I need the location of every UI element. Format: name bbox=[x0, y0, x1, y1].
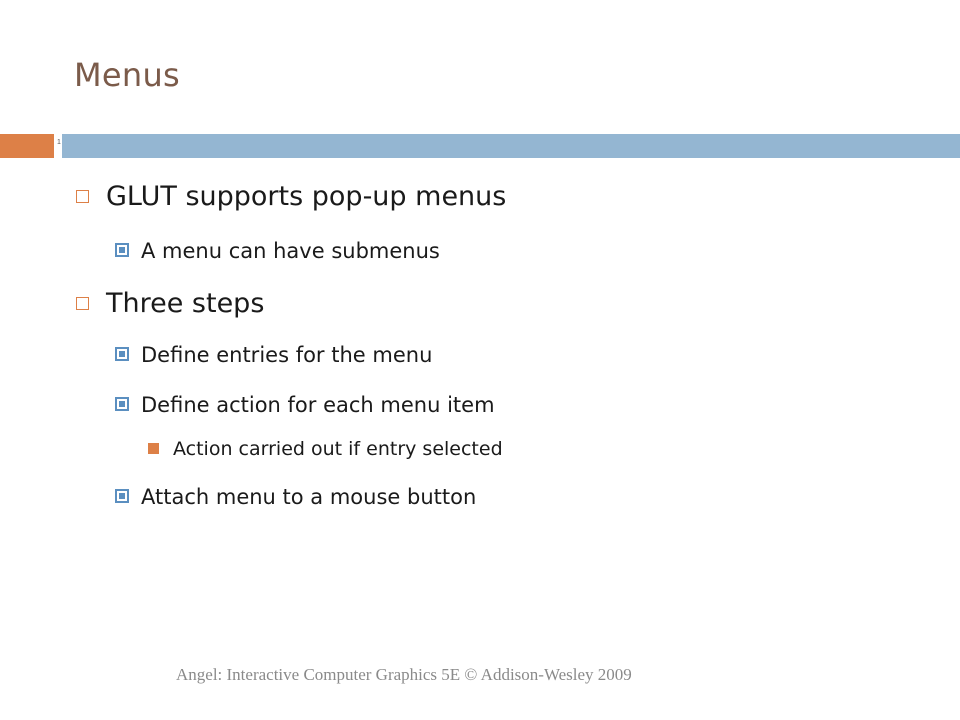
hollow-square-bullet-icon bbox=[76, 297, 89, 310]
slide-number: 1 bbox=[57, 139, 61, 146]
boxed-square-bullet-icon bbox=[115, 489, 129, 503]
boxed-square-bullet-icon bbox=[115, 397, 129, 411]
boxed-square-bullet-icon bbox=[115, 347, 129, 361]
sub-bullet-item bbox=[115, 485, 476, 509]
sub-bullet-text: Define action for each menu item bbox=[141, 393, 495, 417]
slide-title: Menus bbox=[74, 56, 181, 94]
hollow-square-bullet-icon bbox=[76, 190, 89, 203]
sub-sub-bullet-text: Action carried out if entry selected bbox=[173, 438, 503, 460]
boxed-square-bullet-icon bbox=[115, 243, 129, 257]
sub-bullet-text: A menu can have submenus bbox=[141, 239, 440, 263]
footer-citation: Angel: Interactive Computer Graphics 5E © Addison-Wesley 2009 bbox=[176, 665, 632, 684]
bullet-text: GLUT supports pop-up menus bbox=[106, 181, 507, 212]
sub-bullet-item bbox=[115, 343, 432, 367]
sub-sub-bullet-item bbox=[148, 438, 503, 460]
accent-bar-blue bbox=[62, 134, 960, 158]
bullet-item bbox=[76, 181, 506, 212]
bullet-text: Three steps bbox=[106, 288, 265, 319]
sub-bullet-text: Define entries for the menu bbox=[141, 343, 433, 367]
filled-square-bullet-icon bbox=[148, 443, 159, 454]
sub-bullet-text: Attach menu to a mouse button bbox=[141, 485, 477, 509]
sub-bullet-item bbox=[115, 393, 495, 417]
bullet-item bbox=[76, 288, 264, 319]
sub-bullet-item bbox=[115, 239, 440, 263]
accent-bar-orange bbox=[0, 134, 54, 158]
